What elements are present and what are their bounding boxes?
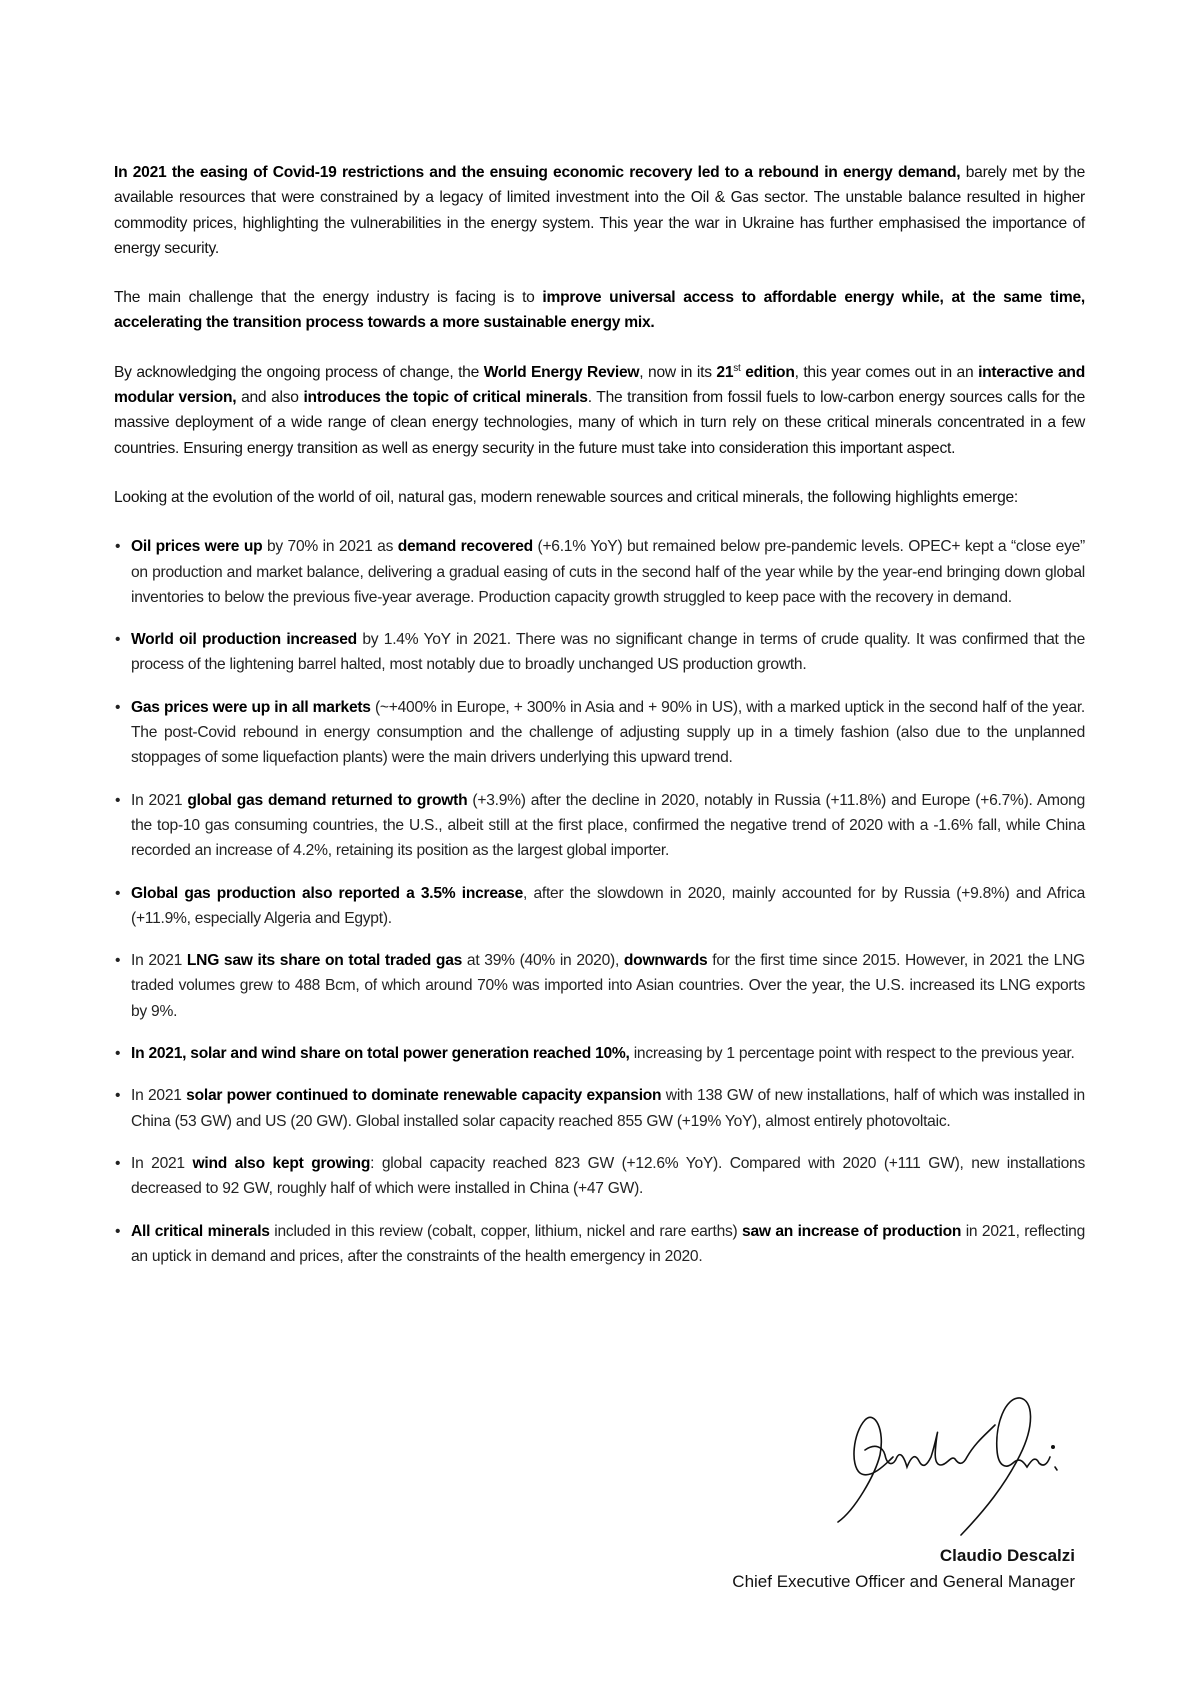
bold-text: saw an increase of production: [742, 1222, 962, 1240]
text: with 138 GW of new installations, half of which was installed in China (53 GW) and US (20 GW). Global installed solar capacity reached 855 GW (+19% YoY), almost entirely photovoltaic.: [131, 1087, 1085, 1130]
text: , this year comes out in an: [794, 363, 979, 381]
bold-text: Global gas production also reported a 3.5% increase: [131, 884, 524, 902]
signatory-title: Chief Executive Officer and General Manager: [732, 1572, 1075, 1591]
bold-text: World oil production increased: [131, 631, 357, 649]
text: Looking at the evolution of the world of oil, natural gas, modern renewable sources and critical minerals, the following highlights emerge:: [114, 488, 1018, 506]
text: included in this review (cobalt, copper, lithium, nickel and rare earths): [269, 1222, 743, 1240]
text: and also: [236, 389, 304, 407]
text: by 70% in 2021 as: [262, 538, 398, 556]
bold-text: demand recovered: [397, 538, 533, 556]
bold-text: solar power continued to dominate renewable capacity expansion: [186, 1087, 662, 1105]
text: , after the slowdown in 2020, mainly accounted for by Russia (+9.8%) and Africa (+11.9%, especially Algeria and Egypt).: [131, 884, 1085, 927]
list-item: [114, 788, 1085, 864]
signatory-name: Claudio Descalzi: [939, 1546, 1075, 1565]
bold-text: st: [733, 362, 741, 374]
list-item: [114, 627, 1085, 678]
list-item: [114, 1151, 1085, 1202]
text: at 39% (40% in 2020),: [462, 952, 624, 970]
bold-text: All critical minerals: [131, 1222, 270, 1240]
bold-text: global gas demand returned to growth: [187, 791, 468, 809]
text: (~+400% in Europe, + 300% in Asia and + 90% in US), with a marked uptick in the second half of the year. The post-Covid rebound in energy consumption and the challenge of adjusting supply up in a timely fashion (also due to the unplanned stoppages of some liquefaction plants) were the main drivers underlying this upward trend.: [131, 698, 1085, 767]
intro-paragraphs: [114, 160, 1085, 510]
bold-text: introduces the topic of critical minerals: [303, 389, 588, 407]
text: in 2021, reflecting an uptick in demand and prices, after the constraints of the health emergency in 2020.: [131, 1222, 1085, 1265]
text: , now in its: [639, 363, 717, 381]
text: (+3.9%) after the decline in 2020, notably in Russia (+11.8%) and Europe (+6.7%). Among the top-10 gas consuming countries, the U.S., albeit still at the first place, confirmed the negative trend of 2020 with a -1.6% fall, while China recorded an increase of 4.2%, retaining its position as the largest global importer.: [131, 791, 1085, 860]
bold-text: In 2021 the easing of Covid-19 restrictions and the ensuing economic recovery led to a rebound in energy demand,: [114, 164, 961, 181]
text: In 2021: [131, 1154, 193, 1172]
bold-text: Gas prices were up in all markets: [131, 698, 371, 716]
bold-text: World Energy Review: [483, 363, 640, 381]
text: by 1.4% YoY in 2021. There was no significant change in terms of crude quality. It was confirmed that the process of the lightening barrel halted, most notably due to broadly unchanged US production growth.: [131, 631, 1085, 674]
letter-body: [114, 160, 1085, 1286]
list-item: [114, 1219, 1085, 1270]
text: In 2021: [131, 952, 187, 970]
list-item: [114, 881, 1085, 932]
bold-text: improve universal access to affordable energy while, at the same time, accelerating the transition process towards a more sustainable energy mix.: [114, 289, 1085, 332]
bold-text: edition: [740, 363, 795, 381]
bold-text: 21: [716, 363, 734, 381]
paragraph: [114, 160, 1085, 261]
text: The main challenge that the energy industry is facing is to: [114, 289, 543, 307]
text: for the first time since 2015. However, in 2021 the LNG traded volumes grew to 488 Bcm, of which around 70% was imported into Asian countries. Over the year, the U.S. increased its LNG exports by 9%.: [131, 952, 1085, 1020]
list-item: [114, 1083, 1085, 1134]
list-item: [114, 695, 1085, 771]
text: barely met by the available resources that were constrained by a legacy of limited investment into the Oil & Gas sector. The unstable balance resulted in higher commodity prices, highlighting the vulnerabilities in the energy system. This year the war in Ukraine has further emphasised the importance of energy security.: [114, 164, 1085, 257]
text: In 2021: [131, 1087, 187, 1105]
bold-text: In 2021, solar and wind share on total power generation reached 10%,: [131, 1045, 630, 1063]
paragraph: [114, 360, 1085, 461]
bold-text: interactive and modular version,: [114, 363, 1085, 407]
list-item: [114, 948, 1085, 1024]
bold-text: Oil prices were up: [131, 538, 263, 556]
bold-text: LNG saw its share on total traded gas: [186, 952, 463, 970]
paragraph: [114, 485, 1085, 510]
text: increasing by 1 percentage point with respect to the previous year.: [629, 1045, 1075, 1063]
highlights-list: [114, 534, 1085, 1269]
bold-text: downwards: [623, 952, 708, 970]
list-item: [114, 534, 1085, 610]
bold-text: wind also kept growing: [192, 1154, 371, 1172]
text: : global capacity reached 823 GW (+12.6% YoY). Compared with 2020 (+111 GW), new installations decreased to 92 GW, roughly half of which were installed in China (+47 GW).: [131, 1154, 1085, 1198]
list-item: [114, 1041, 1085, 1066]
text: By acknowledging the ongoing process of change, the: [114, 363, 484, 381]
text: . The transition from fossil fuels to low-carbon energy sources calls for the massive deployment of a wide range of clean energy technologies, many of which in turn rely on these critical minerals concentrated in a few countries. Ensuring energy transition as well as energy security in the future must take into consideration this important aspect.: [114, 389, 1086, 457]
text: In 2021: [131, 791, 188, 809]
handwritten-signature: [835, 1395, 1075, 1545]
text: (+6.1% YoY) but remained below pre-pandemic levels. OPEC+ kept a “close eye” on production and market balance, delivering a gradual easing of cuts in the second half of the year while by the year-end bringing down global inventories to below the previous five-year average. Production capacity growth struggled to keep pace with the recovery in demand.: [131, 538, 1085, 606]
paragraph: [114, 285, 1085, 336]
